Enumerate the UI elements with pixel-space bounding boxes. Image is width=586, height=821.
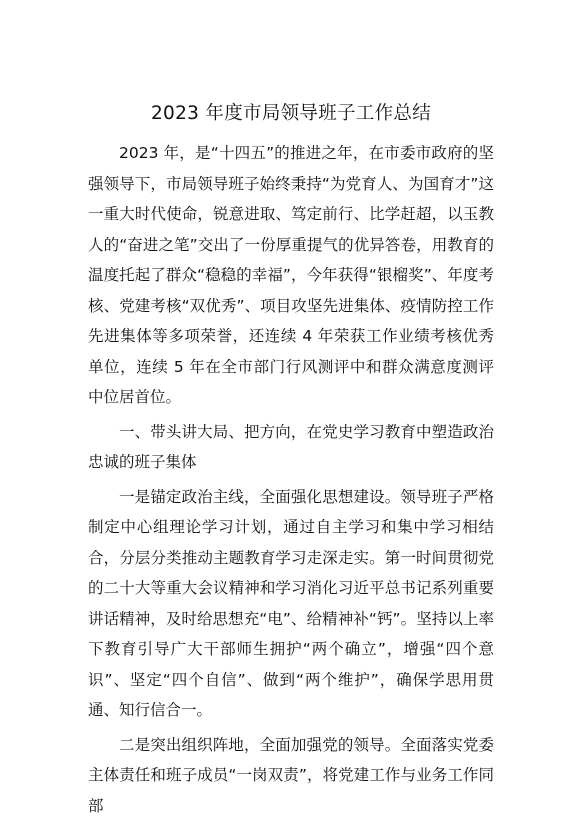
section-heading-1: 一、带头讲大局、把方向，在党史学习教育中塑造政治忠诚的班子集体: [88, 417, 494, 478]
paragraph-point-1: 一是锚定政治主线，全面强化思想建设。领导班子严格制定中心组理论学习计划，通过自主学习和集中学习相结合，分层分类推动主题教育学习走深走实。第一时间贯彻党的二十大等重大会议精神和学习消化习近平总书记系列重要讲话精神，及时给思想充“电”、给精神补“钙”。坚持以上率下教育引导广大干部师生拥护“两个确立”，增强“四个意识”、坚定“四个自信”、做到“两个维护”，确保学思用贯通、知行信合一。: [88, 482, 494, 726]
paragraph-intro: 2023 年，是“十四五”的推进之年，在市委市政府的坚强领导下，市局领导班子始终秉持“为党育人、为国育才”这一重大时代使命，锐意进取、笃定前行、比学赶超，以玉教人的“奋进之笔”交出了一份厚重提气的优异答卷，用教育的温度托起了群众“稳稳的幸福”，今年获得“银榴奖”、年度考核、党建考核“双优秀”、项目攻坚先进集体、疫情防控工作先进集体等多项荣誉，还连续 4 年荣获工作业绩考核优秀单位，连续 5 年在全市部门行风测评中和群众满意度测评中位居首位。: [88, 138, 494, 413]
paragraph-point-2: 二是突出组织阵地，全面加强党的领导。全面落实党委主体责任和班子成员“一岗双责”，将党建工作与业务工作同部: [88, 730, 494, 821]
document-title: 2023 年度市局领导班子工作总结: [88, 100, 494, 128]
